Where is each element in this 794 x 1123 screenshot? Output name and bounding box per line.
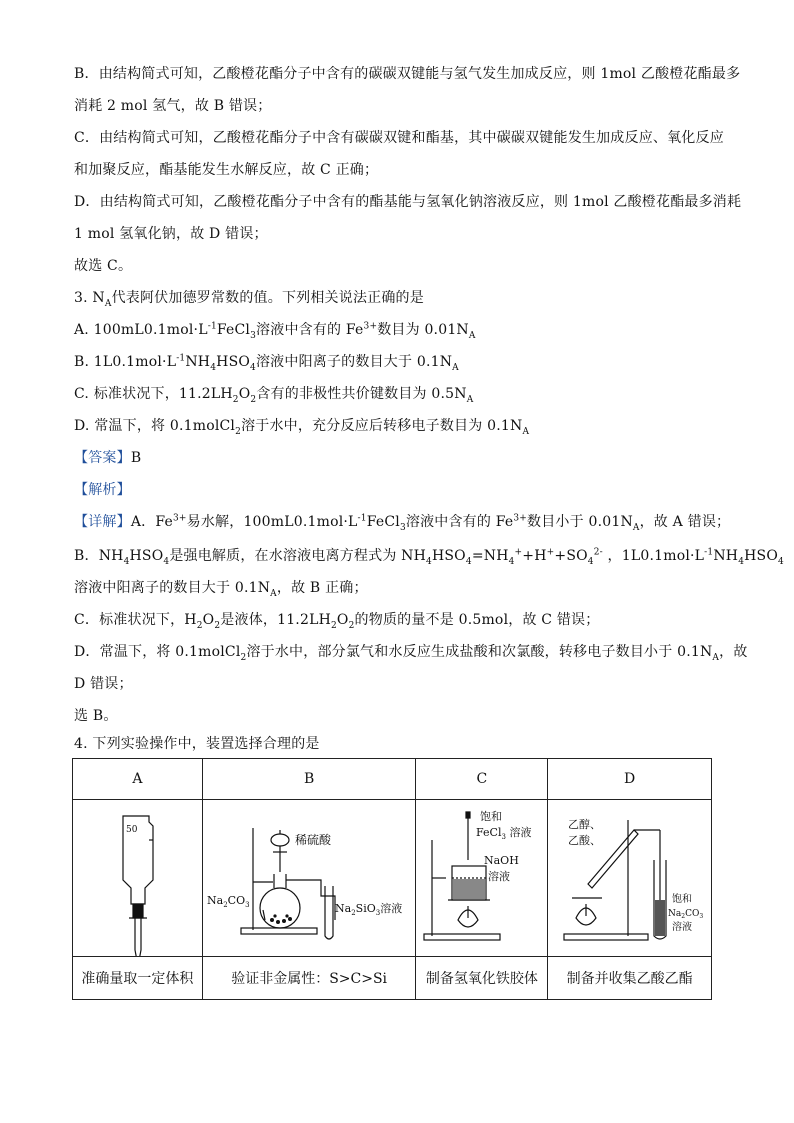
naoh-solution-label: 溶液 — [488, 870, 511, 883]
q3-conclusion: 选 B。 — [74, 708, 118, 724]
solution-label-d: 溶液 — [672, 922, 693, 933]
burette-illustration — [73, 800, 203, 956]
q3-detail-d-line1: D．常温下，将 0.1molCl$_2$溶于水中，部分氯气和水反应生成盐酸和次氯酸，转移电子数目小于 $0.1N_A$，故 — [74, 644, 748, 663]
figure-d-cell — [548, 800, 712, 957]
q3-option-d: D. 常温下，将 0.1molCl$_2$溶于水中，充分反应后转移电子数目为 $0.1N_A$ — [74, 418, 530, 437]
caption-a: 准确量取一定体积 — [73, 957, 203, 1000]
conclusion-q2: 故选 C。 — [74, 258, 133, 274]
sodium-silicate-solution-label: $Na_2SiO_3$溶液 — [334, 902, 402, 917]
ferric-chloride-solution-label: FeCl$_3$ 溶液 — [476, 826, 532, 841]
figure-b-cell — [202, 800, 416, 957]
q3-detail-b-line2: 溶液中阳离子的数目大于 $0.1N_A$，故 B 正确； — [74, 580, 368, 599]
option-b-explanation-line1: B．由结构简式可知，乙酸橙花酯分子中含有的碳碳双键能与氢气发生加成反应，则 1mol 乙酸橙花酯最多 — [74, 66, 741, 82]
caption-c: 制备氢氧化铁胶体 — [416, 957, 548, 1000]
q3-option-b: B. $1L0.1mol\cdot L^{-1}NH_4HSO_4$溶液中阳离子的数目大于 $0.1N_A$ — [74, 353, 459, 373]
sodium-carbonate-label: $Na_2CO_3$ — [206, 894, 250, 909]
acid-carbonate-silicate-apparatus — [203, 800, 417, 956]
ethanol-label: 乙醇、 — [568, 818, 602, 831]
ester-preparation-apparatus — [548, 800, 712, 956]
sodium-carbonate-label-d: $Na_2CO_3$ — [668, 909, 704, 920]
q3-analysis-tag: 【解析】 — [74, 482, 131, 498]
q3-detail-a: 【详解】A．$Fe^{3+}$易水解，$100mL0.1mol\cdot L^{-1}FeCl_3$溶液中含有的 $Fe^{3+}$数目小于 $0.01N_A$，故 A 错误； — [74, 513, 731, 533]
q3-answer: 【答案】B — [74, 450, 142, 466]
caption-b: 验证非金属性：S>C>Si — [202, 957, 416, 1000]
option-d-explanation-line1: D．由结构简式可知，乙酸橙花酯分子中含有的酯基能与氢氧化钠溶液反应，则 1mol 乙酸橙花酯最多消耗 — [74, 194, 742, 210]
naoh-label: NaOH — [484, 854, 520, 867]
option-c-explanation-line1: C．由结构简式可知，乙酸橙花酯分子中含有碳碳双键和酯基，其中碳碳双键能发生加成反应、氧化反应 — [74, 130, 724, 146]
header-b: B — [202, 759, 416, 800]
detail-tag: 【详解】 — [74, 514, 131, 530]
colloid-preparation-apparatus — [416, 800, 548, 956]
q4-apparatus-table — [72, 758, 712, 1000]
q3-stem: 3. $N_A$代表阿伏加德罗常数的值。下列相关说法正确的是 — [74, 290, 424, 309]
q3-detail-b-line1: B．$NH_4HSO_4$是强电解质，在水溶液电离方程式为 $NH_4HSO_4=NH_4^++H^++SO_4^{2-}$ ，$1L0.1mol\cdot L^{-1}NH_4HSO_4$ — [74, 547, 784, 567]
saturated-label-d: 饱和 — [672, 894, 693, 905]
saturated-label: 饱和 — [480, 810, 503, 823]
q3-detail-d-line2: D 错误； — [74, 676, 133, 692]
header-c: C — [416, 759, 548, 800]
header-d: D — [548, 759, 712, 800]
q3-option-c: C. 标准状况下，$11.2LH_2O_2$含有的非极性共价键数目为 $0.5N_A$ — [74, 386, 474, 405]
burette-mark-label: 50 — [126, 825, 138, 835]
q4-stem: 4. 下列实验操作中，装置选择合理的是 — [74, 736, 320, 752]
figure-a-cell — [73, 800, 203, 957]
q3-detail-c: C．标准状况下，$H_2O_2$是液体，$11.2LH_2O_2$的物质的量不是 0.5mol，故 C 错误； — [74, 612, 600, 631]
header-a: A — [73, 759, 203, 800]
caption-d: 制备并收集乙酸乙酯 — [548, 957, 712, 1000]
q3-option-a: A. $100mL0.1mol\cdot L^{-1}FeCl_3$溶液中含有的 $Fe^{3+}$数目为 $0.01N_A$ — [74, 321, 476, 341]
acetic-acid-label: 乙酸、 — [568, 834, 602, 847]
option-d-explanation-line2: 1 mol 氢氧化钠，故 D 错误； — [74, 226, 268, 242]
answer-tag: 【答案】 — [74, 450, 131, 466]
dilute-sulfuric-acid-label: 稀硫酸 — [294, 833, 331, 847]
option-b-explanation-line2: 消耗 2 mol 氢气，故 B 错误； — [74, 98, 272, 114]
option-c-explanation-line2: 和加聚反应，酯基能发生水解反应，故 C 正确； — [74, 162, 379, 178]
figure-c-cell — [416, 800, 548, 957]
